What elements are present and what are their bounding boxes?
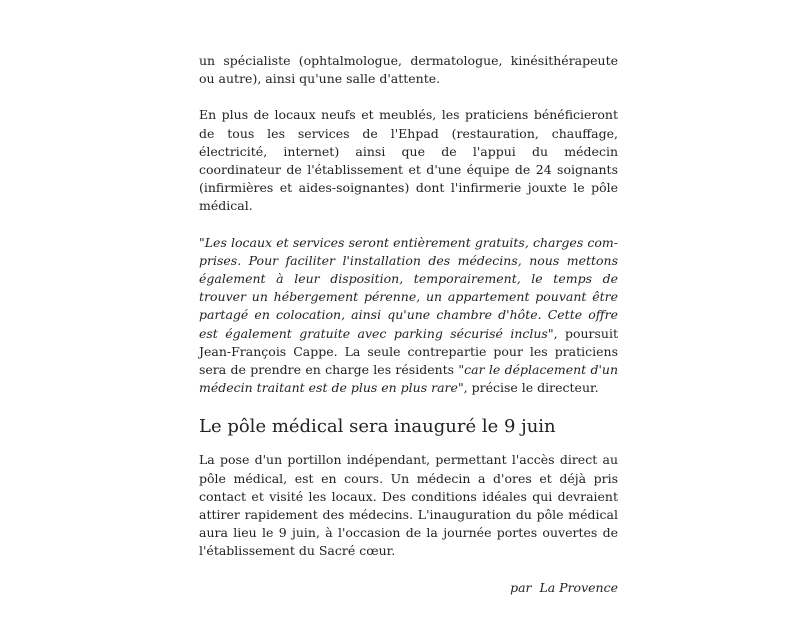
byline: par La Provence	[510, 579, 618, 595]
quote-attribution: ", poursuit Jean-François Cappe. La seule contrepartie pour les praticiens sera de prendre en charge les résidents "	[199, 325, 618, 378]
quote-closing: ", précise le directeur.	[457, 380, 599, 396]
paragraph-quote	[199, 234, 618, 398]
paragraph-specialist: un spécialiste (ophtalmologue, dermatologue, kinésithérapeute ou autre), ainsi qu'une salle d'attente.	[199, 53, 618, 87]
article-body	[199, 52, 618, 597]
paragraph-portillon: La pose d'un portillon indépendant, permettant l'accès direct au pôle médical, est en cours. Un médecin a d'ores et déjà pris contact et visité les locaux. Des conditions idéales qui devraient attirer rapidement des médecins. L'inauguration du pôle médical aura lieu le 9 juin, à l'occasion de la journée portes ouvertes de l'établissement du Sacré cœur.	[199, 452, 618, 559]
section-heading: Le pôle médical sera inauguré le 9 juin	[199, 416, 556, 438]
quote-text-2: car le déplacement d'un médecin traitant est de plus en plus rare	[199, 362, 619, 396]
paragraph-services: En plus de locaux neufs et meublés, les praticiens bénéficieront de tous les services de l'Ehpad (restauration, chauffage, électricité, internet) ainsi que de l'appui du médecin coordinateur de l'établissement et d'une équipe de 24 soignants (infirmières et aides-soignantes) dont l'infirmerie jouxte le pôle médical.	[199, 107, 618, 214]
quote-text: "Les locaux et services seront entièrement gratuits, charges comprises. Pour faciliter l'installation des médecins, nous mettons également à leur disposition, temporairement, le temps de trouver un hébergement pérenne, un appartement pouvant être partagé en colocation, ainsi qu'une chambre d'hôte. Cette offre est également gratuite avec parking sécurisé inclus	[199, 234, 618, 341]
